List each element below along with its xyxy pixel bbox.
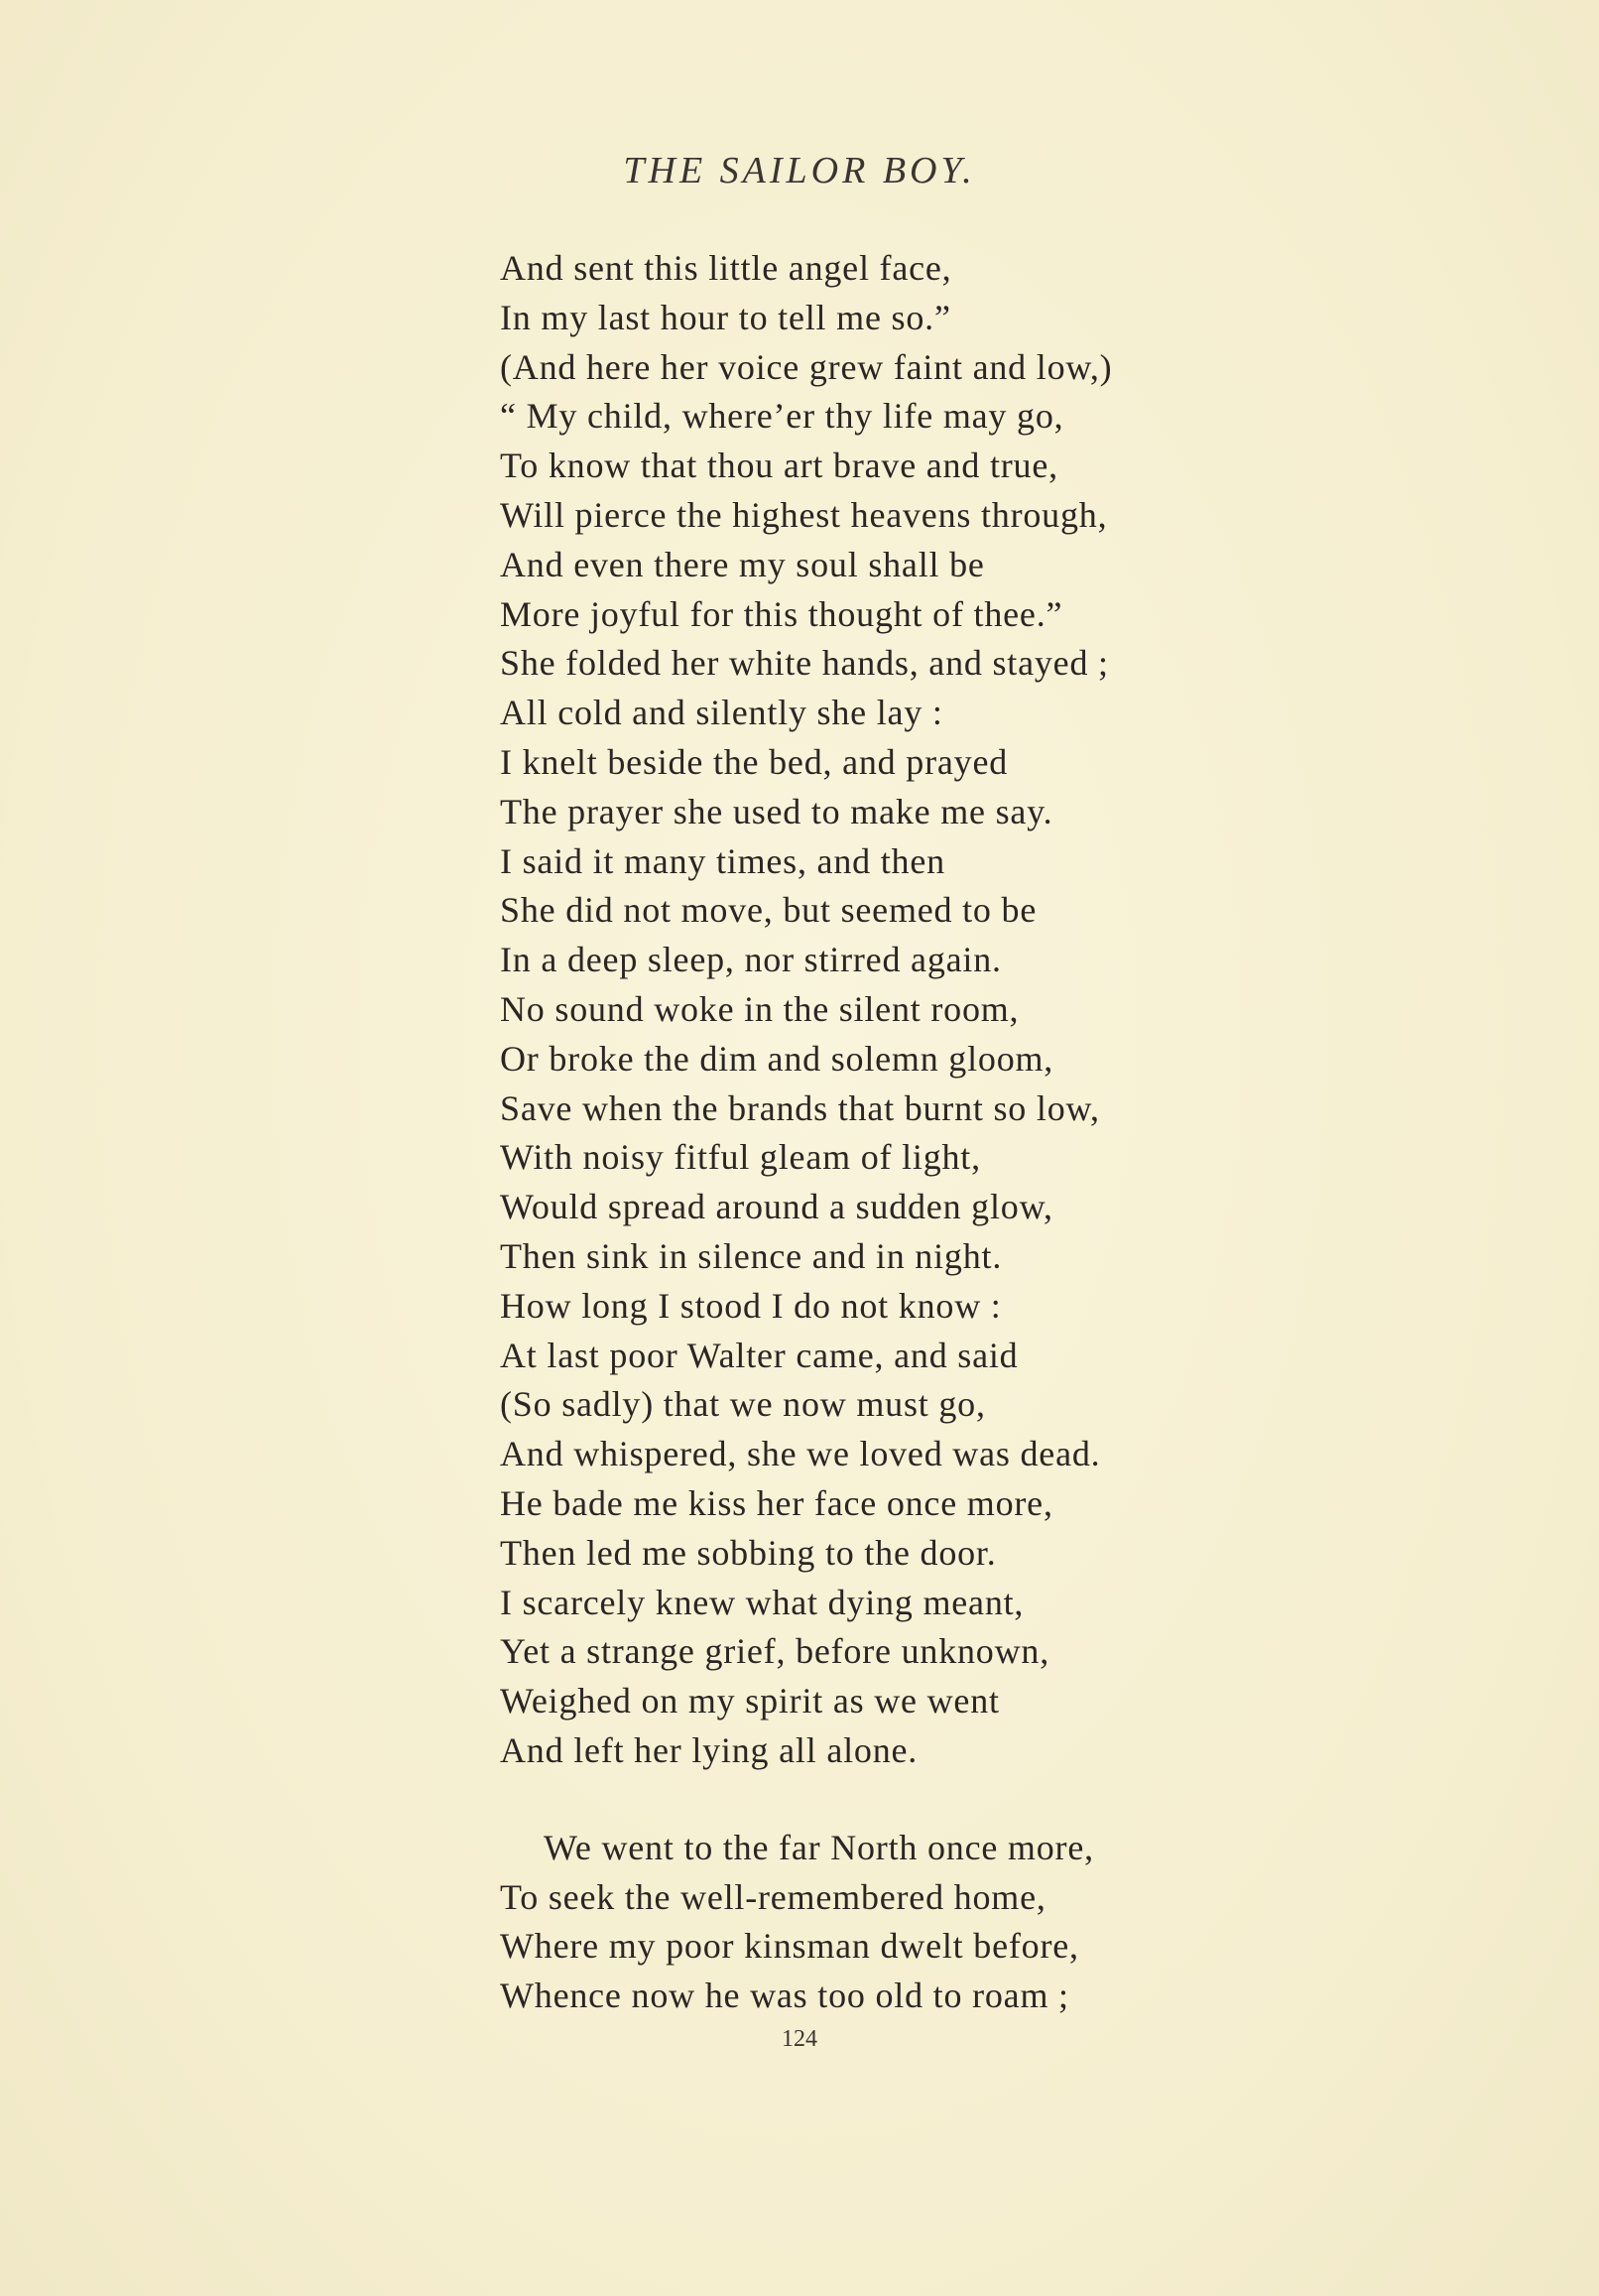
poem-line: The prayer she used to make me say. [500, 791, 1053, 831]
poem-line: Or broke the dim and solemn gloom, [500, 1038, 1054, 1079]
poem-line: Then sink in silence and in night. [500, 1235, 1003, 1276]
page-number: 124 [782, 2026, 817, 2052]
poem-line: Weighed on my spirit as we went [500, 1681, 1000, 1722]
poem-line: Then led me sobbing to the door. [500, 1532, 997, 1573]
running-title: THE SAILOR BOY. [623, 150, 976, 191]
stanza-1 [500, 244, 1274, 1776]
poem-line: At last poor Walter came, and said [500, 1335, 1019, 1375]
poem-line: “ My child, where’er thy life may go, [500, 396, 1064, 437]
poem-line: All cold and silently she lay : [500, 693, 943, 733]
poem-line: Yet a strange grief, before unknown, [500, 1631, 1049, 1672]
poem-line: Whence now he was too old to roam ; [500, 1976, 1069, 2016]
poem-line: Would spread around a sudden glow, [500, 1187, 1053, 1227]
poem-line: We went to the far North once more, [544, 1827, 1094, 1867]
poem-line: To know that thou art brave and true, [500, 446, 1058, 486]
poem-line: And whispered, she we loved was dead. [500, 1434, 1101, 1474]
poem-line: Will pierce the highest heavens through, [500, 494, 1108, 535]
poem-line: To seek the well-remembered home, [500, 1876, 1046, 1917]
poem-line: I said it many times, and then [500, 840, 945, 881]
poem-line: In a deep sleep, nor stirred again. [500, 940, 1002, 980]
poem-line: Where my poor kinsman dwelt before, [500, 1926, 1079, 1967]
poem-line: And even there my soul shall be [500, 544, 985, 584]
poem-line: No sound woke in the silent room, [500, 988, 1020, 1029]
poem-line: With noisy fitful gleam of light, [500, 1137, 981, 1178]
stanza-2 [500, 1824, 1274, 2021]
poem-line: I knelt beside the bed, and prayed [500, 741, 1009, 782]
poem-line: More joyful for this thought of thee.” [500, 593, 1063, 634]
poem-line: How long I stood I do not know : [500, 1285, 1002, 1326]
poem-line: (And here her voice grew faint and low,) [500, 346, 1113, 387]
poem-line: He bade me kiss her face once more, [500, 1482, 1053, 1523]
poem-line: In my last hour to tell me so.” [500, 297, 951, 337]
poem-line: And sent this little angel face, [500, 248, 952, 288]
stanza-break [500, 1776, 1274, 1824]
poem-line: (So sadly) that we now must go, [500, 1384, 986, 1425]
poem-line: I scarcely knew what dying meant, [500, 1582, 1025, 1622]
poem-body [500, 244, 1274, 2021]
poem-line: And left her lying all alone. [500, 1729, 919, 1770]
poem-line: She did not move, but seemed to be [500, 890, 1038, 931]
poem-line: She folded her white hands, and stayed ; [500, 643, 1109, 684]
poem-line: Save when the brands that burnt so low, [500, 1087, 1100, 1128]
